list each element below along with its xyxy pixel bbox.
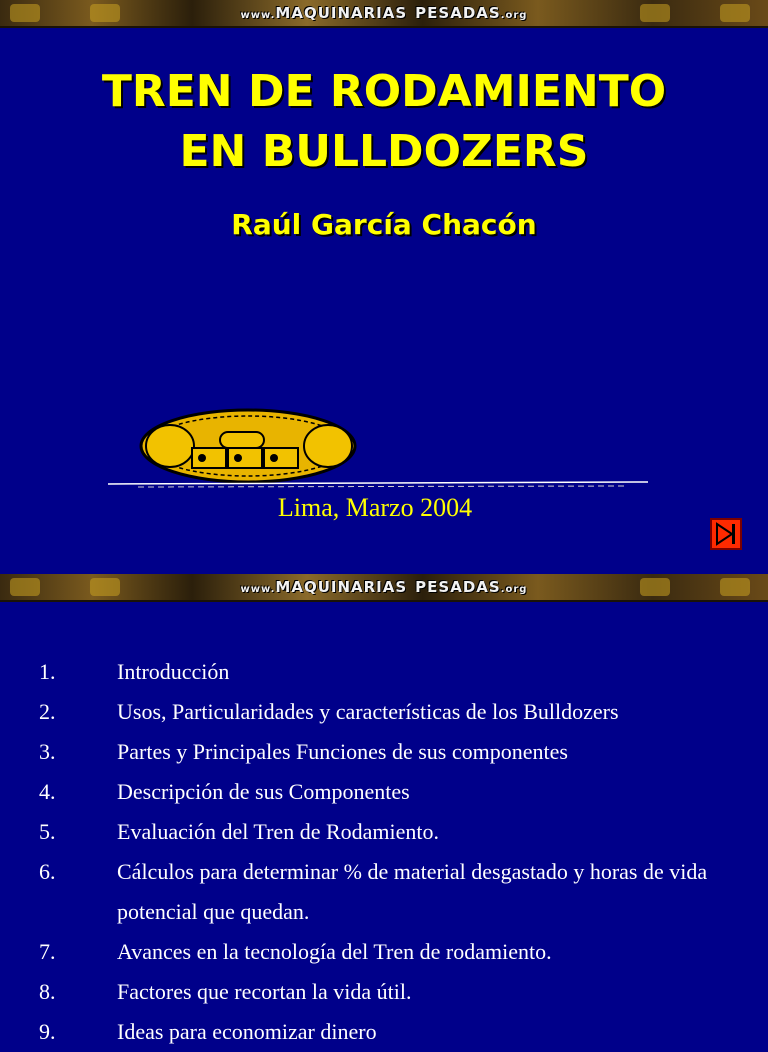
banner-text: www.MAQUINARIAS PESADAS.org bbox=[240, 578, 528, 596]
site-banner bbox=[0, 574, 768, 602]
banner-text: www.MAQUINARIAS PESADAS.org bbox=[240, 4, 528, 22]
list-item: 5. Evaluación del Tren de Rodamiento. bbox=[39, 819, 439, 844]
list-item: 9. Ideas para economizar dinero bbox=[39, 1019, 377, 1044]
contents-slide bbox=[0, 574, 768, 1044]
list-item: 7. Avances en la tecnología del Tren de rodamiento. bbox=[39, 939, 552, 964]
next-slide-icon bbox=[712, 520, 740, 548]
author-name: Raúl García Chacón bbox=[231, 208, 537, 241]
slide-title bbox=[0, 62, 768, 182]
list-item: 2. Usos, Particularidades y características de los Bulldozers bbox=[39, 699, 619, 724]
next-slide-button[interactable] bbox=[710, 518, 742, 550]
list-item: 4. Descripción de sus Componentes bbox=[39, 779, 410, 804]
list-item: 3. Partes y Principales Funciones de sus componentes bbox=[39, 739, 568, 764]
table-of-contents bbox=[0, 652, 768, 1052]
presentation-date: Lima, Marzo 2004 bbox=[277, 493, 473, 522]
title-line-2: EN BULLDOZERS bbox=[179, 126, 589, 177]
list-item: 8. Factores que recortan la vida útil. bbox=[39, 979, 412, 1004]
bulldozer-track-illustration bbox=[108, 402, 648, 496]
title-line-1: TREN DE RODAMIENTO bbox=[101, 66, 667, 117]
list-item: 1. Introducción bbox=[39, 659, 230, 684]
list-item: 6. Cálculos para determinar % de material desgastado y horas de vida potencial que quedan. bbox=[39, 859, 708, 924]
site-banner bbox=[0, 0, 768, 28]
